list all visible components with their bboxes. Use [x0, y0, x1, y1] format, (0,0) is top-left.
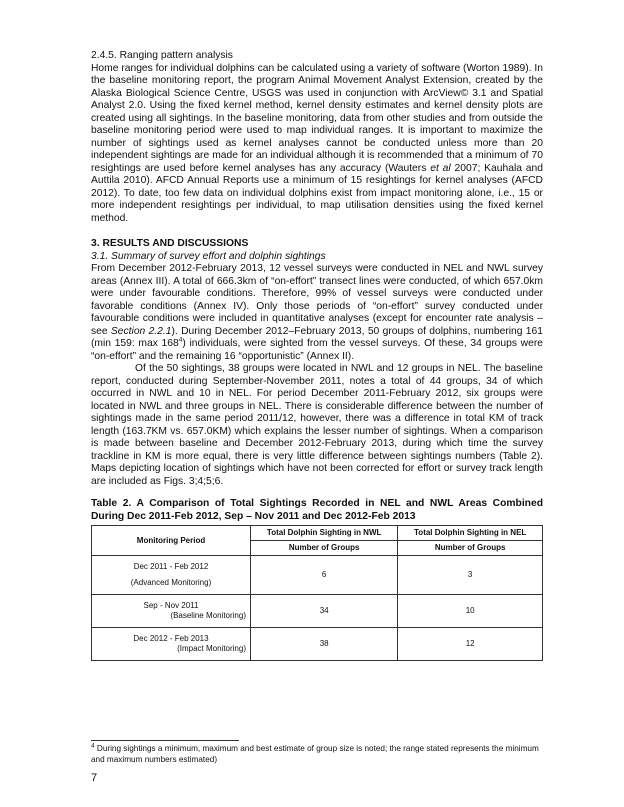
period-note: (Baseline Monitoring) — [170, 611, 246, 620]
cell-nwl: 6 — [251, 556, 398, 595]
footnote-divider — [91, 740, 239, 741]
period-note: (Impact Monitoring) — [177, 644, 246, 653]
section-heading-ranging: 2.4.5. Ranging pattern analysis — [91, 50, 233, 61]
period-label: Sep - Nov 2011 — [143, 601, 199, 610]
sightings-table — [91, 525, 543, 661]
table-row — [92, 556, 543, 595]
subheader-nwl: Number of Groups — [251, 541, 398, 556]
period-label: Dec 2012 - Feb 2013 — [133, 634, 209, 643]
text-run: ). During December 2012–February 2013, 50 groups of dolphins, numbering 161 (min 159: max 168 — [91, 325, 543, 349]
text-run: ) individuals, were sighted from the vessel surveys. Of these, 34 groups were “on-effort” and the remaining 16 “opportunistic” (Annex II). — [91, 338, 543, 362]
cell-period — [92, 595, 251, 628]
subheader-nel: Number of Groups — [398, 541, 543, 556]
table-caption: Table 2. A Comparison of Total Sightings Recorded in NEL and NWL Areas Combined During Dec 2011-Feb 2012, Sep – Nov 2011 and Dec 2012-Feb 2013 — [91, 498, 543, 522]
text-run: From December 2012-February 2013, 12 vessel surveys were conducted in NEL and NWL survey areas (Annex III). A total of 666.3km of “on-effort” transect lines were conducted, of which 657.0km were under favourable conditions. Therefore, 99% of vessel surveys were conducted under favorable conditions (Annex IV). Only those periods of “on-effort” survey conducted under favourable conditions were included in quantitative analyses (except for encounter rate analysis – see — [91, 263, 543, 337]
footnote-mark: 4 — [91, 742, 95, 750]
table-row — [92, 595, 543, 628]
header-nel: Total Dolphin Sighting in NEL — [398, 526, 543, 541]
paragraph-results-2: Of the 50 sightings, 38 groups were located in NWL and 12 groups in NEL. The baseline report, conducted during September-November 2011, notes a total of 44 groups, 34 of which occurred in NWL and 10 in NEL. For period December 2011-February 2012, six groups were located in NWL and three groups in NEL. There is considerable difference between the number of sightings made in the same period 2011/12, however, there was a difference in total KM of track length (163.7KM vs. 657.0KM) which explains the lesser number of sightings. When a comparison is made between baseline and December 2012-February 2013, during which time the survey trackline in KM is more equal, there is very little difference between sightings numbers (Table 2). Maps depicting location of sightings which have not been corrected for effort or survey track length are included as Figs. 3;4;5;6. — [91, 363, 543, 487]
text-run: Home ranges for individual dolphins can be calculated using a variety of software (Worton 1989). In the baseline monitoring report, the program Animal Movement Analyst Extension, created by the Alaska Biological Science Centre, USGS was used in conjunction with ArcView© 3.1 and Spatial Analyst 2.0. Using the fixed kernel method, kernel density estimates and kernel density plots are created using all sightings. In the baseline monitoring, data from other studies and from outside the baseline monitoring period were used to map individual ranges. It is important to maximize the number of sightings used as kernel analyses cannot be conducted unless more than 20 independent sightings are made for an individual although it is recommended that a minimum of 70 resightings are used before kernel analyses has any accuracy (Wauters — [91, 62, 543, 174]
footnote-marker: 4 — [178, 336, 183, 344]
cell-nwl: 34 — [251, 595, 398, 628]
section-heading-results: 3. RESULTS AND DISCUSSIONS — [91, 238, 249, 249]
period-note: (Advanced Monitoring) — [130, 578, 212, 587]
period-label: Dec 2011 - Feb 2012 — [133, 562, 209, 571]
header-nwl: Total Dolphin Sighting in NWL — [251, 526, 398, 541]
footnote — [91, 744, 543, 765]
section-reference: Section 2.2.1 — [110, 325, 172, 337]
footnote-text: During sightings a minimum, maximum and best estimate of group size is noted; the range stated represents the minimum and maximum numbers estimated) — [91, 744, 539, 764]
document-page — [91, 50, 543, 661]
cell-period — [92, 628, 251, 661]
cell-nwl: 38 — [251, 628, 398, 661]
subsection-heading: 3.1. Summary of survey effort and dolphin sightings — [91, 250, 326, 262]
cell-nel: 12 — [398, 628, 543, 661]
table-header-row — [92, 526, 543, 541]
paragraph-results-1 — [91, 263, 543, 363]
header-monitoring-period: Monitoring Period — [92, 526, 251, 556]
cell-nel: 10 — [398, 595, 543, 628]
paragraph-ranging — [91, 63, 543, 226]
citation-italic: et al — [430, 162, 451, 174]
cell-nel: 3 — [398, 556, 543, 595]
page-number: 7 — [91, 772, 98, 784]
text-run: 2007; Kauhala and Auttila 2010). AFCD Annual Reports use a minimum of 15 resightings for kernel analyses (AFCD 2012). To date, too few data on individual dolphins exist from impact monitoring alone, i.e., 15 or more independent resightings per individual, to map utilisation densities using the fixed kernel method. — [91, 162, 543, 224]
table-row — [92, 628, 543, 661]
cell-period — [92, 556, 251, 595]
